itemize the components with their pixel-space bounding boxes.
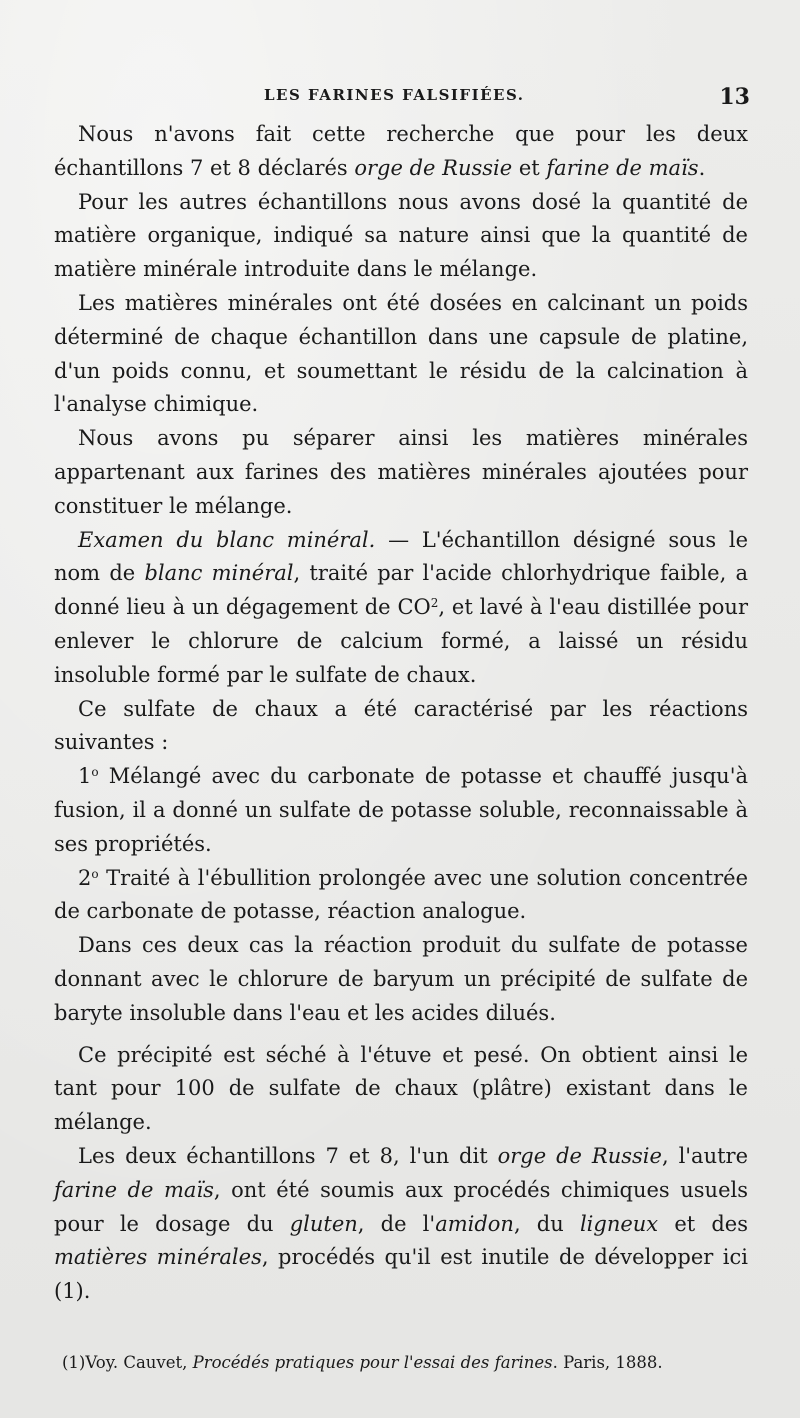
page-header	[54, 84, 750, 114]
paragraph-6: Ce sulfate de chaux a été caractérisé par les réactions suivantes :	[54, 696, 748, 755]
paragraph-4: Nous avons pu séparer ainsi les matières minérales appartenant aux farines des matières minérales ajoutées pour constituer le mélange.	[54, 426, 748, 518]
paragraph-11: Les deux échantillons 7 et 8, l'un dit orge de Russie, l'autre farine de maïs, ont été soumis aux procédés chimiques usuels pour le dosage du gluten, de l'amidon, du ligneux et des matières minérales, procédés qu'il est inutile de développer ici (1).	[54, 1143, 749, 1304]
paragraph-3: Les matières minérales ont été dosées en calcinant un poids déterminé de chaque échantillon dans une capsule de platine, d'un poids connu, et soumettant le résidu de la calcination à l'analyse chimique.	[54, 290, 748, 417]
paragraph-8: 2$^o$ Traité à l'ébullition prolongée avec une solution concentrée de carbonate de potasse, réaction analogue.	[54, 865, 748, 924]
paragraph-1: Nous n'avons fait cette recherche que pour les deux échantillons 7 et 8 déclarés orge de Russie et farine de maïs.	[54, 122, 748, 180]
page-number: 13	[719, 84, 750, 110]
footnote-marker: (1)	[62, 1353, 86, 1372]
footnote: (1)Voy. Cauvet, Procédés pratiques pour l'essai des farines. Paris, 1888.	[62, 1353, 663, 1372]
paragraph-7: 1$^o$ Mélangé avec du carbonate de potasse et chauffé jusqu'à fusion, il a donné un sulfate de potasse soluble, reconnaissable à ses propriétés.	[54, 764, 748, 856]
paragraph-2: Pour les autres échantillons nous avons dosé la quantité de matière organique, indiqué sa nature ainsi que la quantité de matière minérale introduite dans le mélange.	[54, 189, 748, 282]
paragraph-9: Dans ces deux cas la réaction produit du sulfate de potasse donnant avec le chlorure de baryum un précipité de sulfate de baryte insoluble dans l'eau et les acides dilués.	[54, 933, 748, 1025]
paragraph-10: Ce précipité est séché à l'étuve et pesé. On obtient ainsi le tant pour 100 de sulfate de chaux (plâtre) existant dans le mélange.	[54, 1042, 748, 1135]
section-heading: Examen du blanc minéral.	[78, 527, 376, 552]
body-text	[54, 118, 748, 1309]
running-title: LES FARINES FALSIFIÉES.	[264, 86, 525, 104]
paragraph-5: Examen du blanc minéral. — L'échantillon désigné sous le nom de blanc minéral, traité par l'acide chlorhydrique faible, a donné lieu à un dégagement de $CO^2$, et lavé à l'eau distillée pour enlever le chlorure de calcium formé, a laissé un résidu insoluble formé par le sulfate de chaux.	[54, 527, 749, 687]
